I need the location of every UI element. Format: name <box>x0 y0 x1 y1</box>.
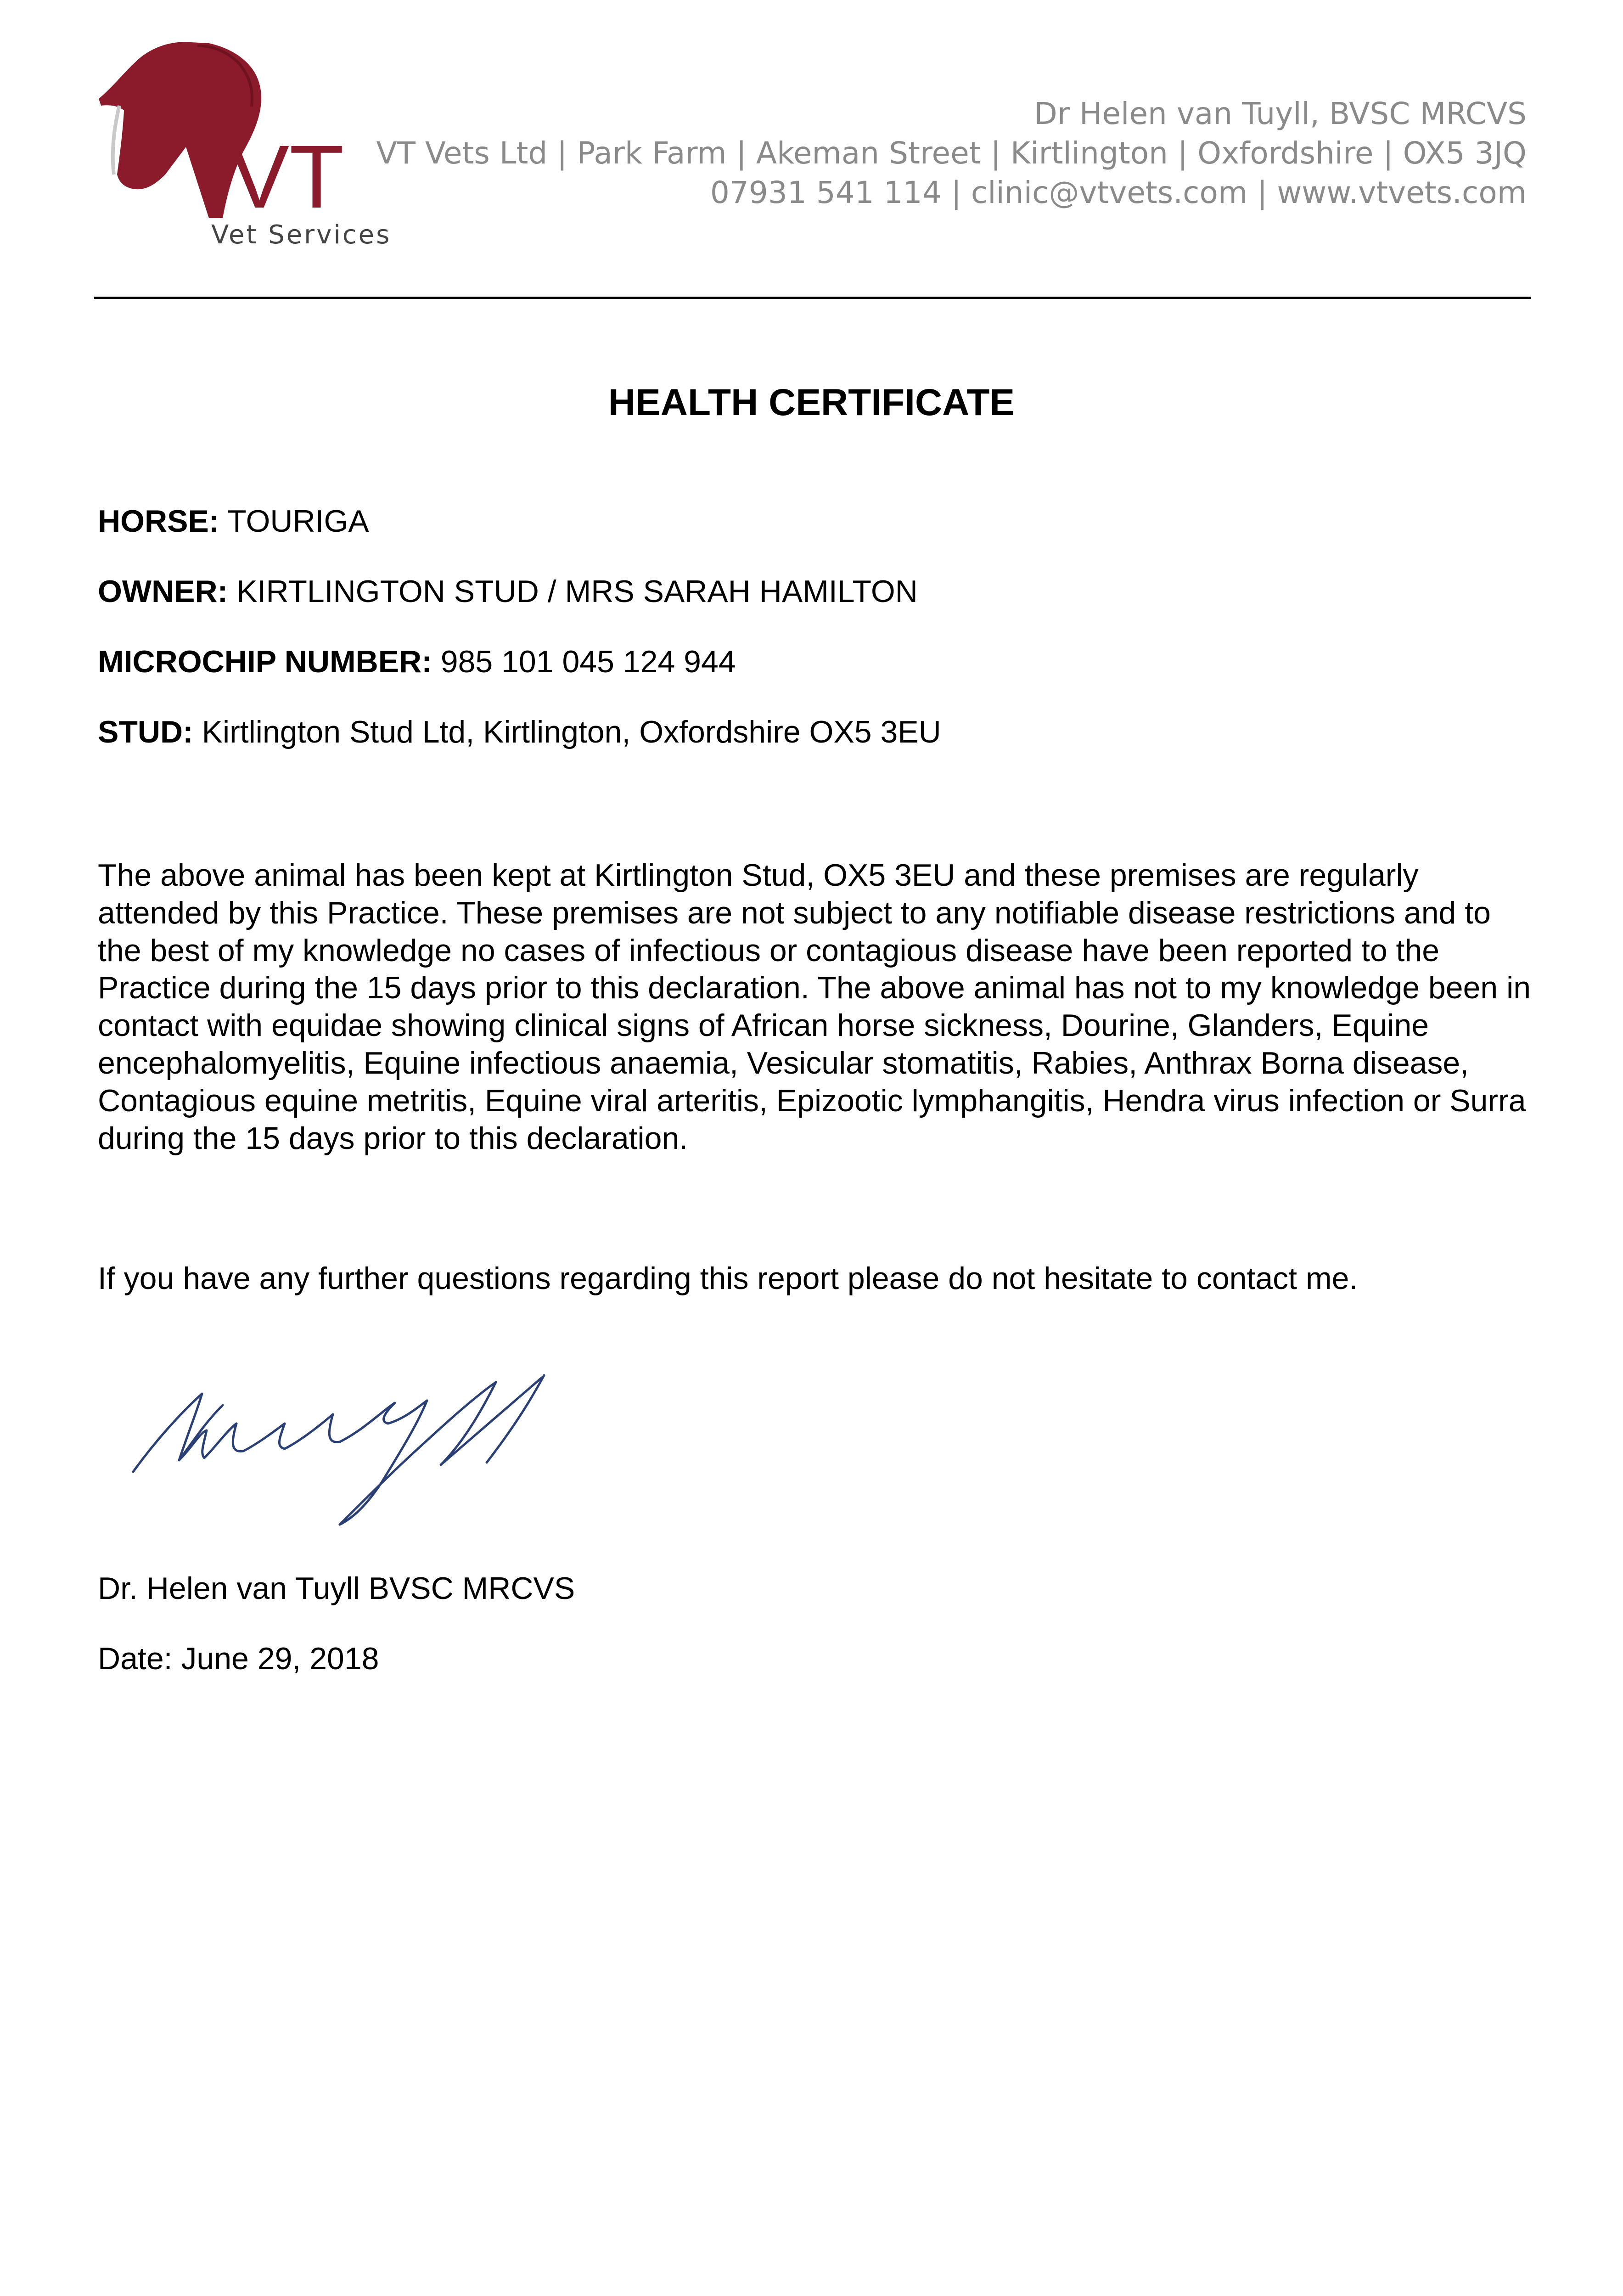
horse-head-icon <box>92 37 404 262</box>
header-divider <box>94 297 1531 299</box>
certificate-title: HEALTH CERTIFICATE <box>608 382 1015 423</box>
contact-line: If you have any further questions regarding this report please do not hesitate to contact me. <box>98 1261 1358 1296</box>
logo-tagline: Vet Services <box>211 220 392 250</box>
certificate-fields <box>98 503 941 784</box>
header-contact-block <box>376 94 1527 213</box>
signature-image <box>124 1355 652 1529</box>
certificate-date: Date: June 29, 2018 <box>98 1641 379 1676</box>
header-address: VT Vets Ltd | Park Farm | Akeman Street | Kirtlington | Oxfordshire | OX5 3JQ <box>376 135 1527 171</box>
field-value: Kirtlington Stud Ltd, Kirtlington, Oxfordshire OX5 3EU <box>202 715 941 749</box>
field-label: OWNER: <box>98 574 228 609</box>
field-stud <box>98 714 941 750</box>
declaration-paragraph: The above animal has been kept at Kirtlington Stud, OX5 3EU and these premises are regularly attended by this Practice. These premises are not subject to any notifiable disease restrictions and to the best of my knowledge no cases of infectious or contagious disease have been reported to the Practice during the 15 days prior to this declaration. The above animal has not to my knowledge been in contact with equidae showing clinical signs of African horse sickness, Dourine, Glanders, Equine encephalomyelitis, Equine infectious anaemia, Vesicular stomatitis, Rabies, Anthrax Borna disease, Contagious equine metritis, Equine viral arteritis, Epizootic lymphangitis, Hendra virus infection or Surra during the 15 days prior to this declaration. <box>98 858 1531 1156</box>
header-contact-details: 07931 541 114 | clinic@vtvets.com | www.vtvets.com <box>710 175 1527 210</box>
field-label: MICROCHIP NUMBER: <box>98 644 432 679</box>
field-horse <box>98 503 941 540</box>
header-vet-name: Dr Helen van Tuyll, BVSC MRCVS <box>1033 96 1527 131</box>
field-value: KIRTLINGTON STUD / MRS SARAH HAMILTON <box>236 574 918 609</box>
field-label: HORSE: <box>98 504 219 539</box>
field-label: STUD: <box>98 715 193 749</box>
vt-vet-services-logo <box>92 37 404 262</box>
field-owner <box>98 573 941 610</box>
signer-name: Dr. Helen van Tuyll BVSC MRCVS <box>98 1571 575 1606</box>
field-microchip-number <box>98 643 941 680</box>
field-value: TOURIGA <box>227 504 369 539</box>
logo-mark-text: VT <box>230 127 344 227</box>
handwritten-signature-icon <box>124 1355 652 1529</box>
field-value: 985 101 045 124 944 <box>440 644 736 679</box>
